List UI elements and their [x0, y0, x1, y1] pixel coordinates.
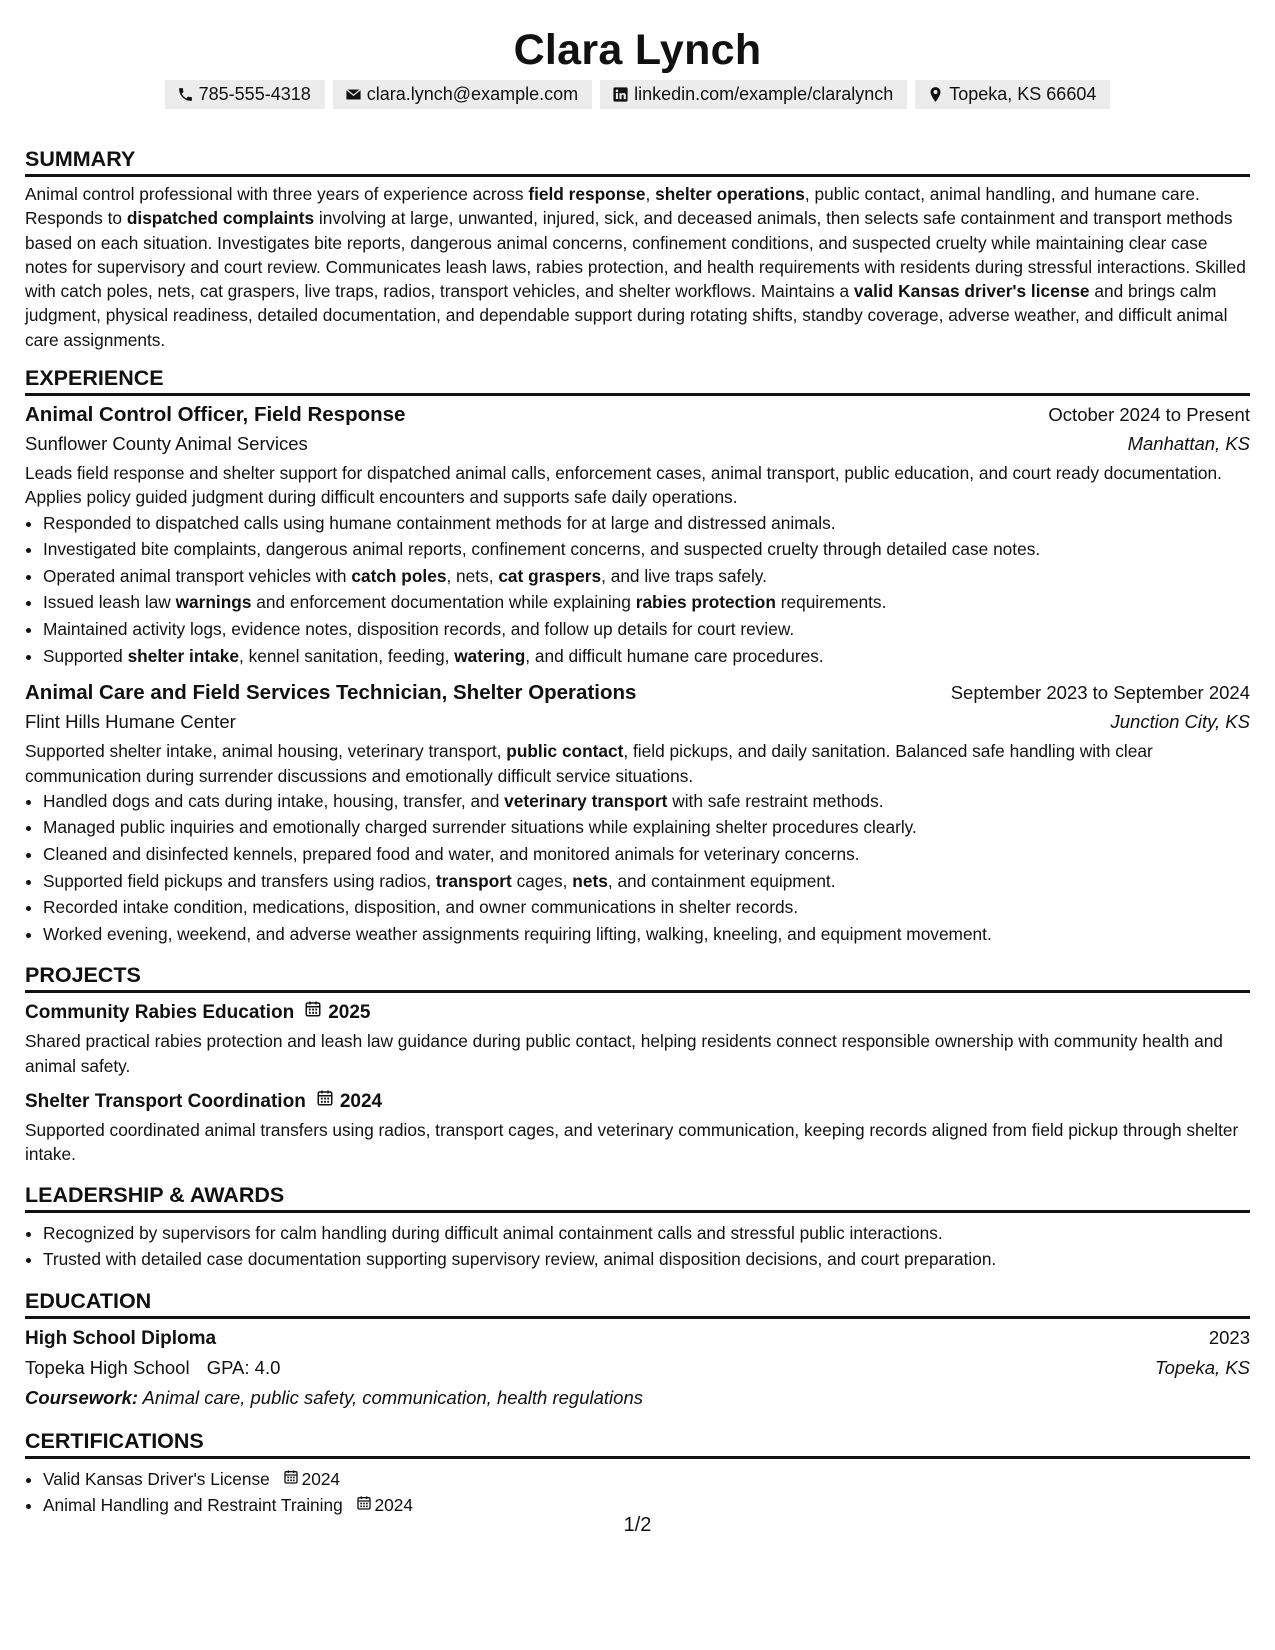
school-name: Topeka High School [25, 1356, 190, 1378]
job-bullet: • Issued leash law warnings and enforcement documentation while explaining rabies protection requirements. [43, 589, 1250, 616]
emphasized-text: nets [572, 870, 608, 891]
school-location: Topeka, KS [1155, 1356, 1250, 1378]
emphasized-text: warnings [175, 592, 252, 613]
emphasized-text: catch poles [351, 565, 447, 586]
job-location: Manhattan, KS [1127, 433, 1250, 455]
project-year: 2024 [339, 1090, 383, 1112]
emphasized-text: shelter intake [127, 645, 239, 666]
resume-page [25, 0, 1250, 1519]
emphasized-text: cat graspers [498, 565, 602, 586]
contact-email[interactable] [333, 80, 592, 109]
job-bullet: • Maintained activity logs, evidence notes, disposition records, and follow up details for court review. [43, 616, 1250, 643]
job-bullet: • Supported field pickups and transfers using radios, transport cages, nets, and containment equipment. [43, 868, 1250, 895]
envelope-icon [345, 86, 362, 103]
job-summary: Supported shelter intake, animal housing, veterinary transport, public contact, field pickups, and daily sanitation. Balanced safe handling with clear communication during surrender discussions and emotionally difficult service situations. [25, 741, 1153, 786]
degree-name: High School Diploma [25, 1327, 217, 1349]
emphasized-text: field response [528, 184, 646, 204]
emphasized-text: valid Kansas driver's license [853, 281, 1090, 302]
linkedin-icon [612, 86, 629, 103]
project-year: 2025 [328, 1002, 371, 1024]
page-number: 1/2 [623, 1514, 652, 1536]
emphasized-text: dispatched complaints [126, 208, 315, 229]
certifications-section [25, 1429, 1250, 1519]
section-title-experience: EXPERIENCE [25, 366, 1250, 396]
leadership-bullets [25, 1220, 1250, 1273]
linkedin-text: linkedin.com/example/claralynch [634, 84, 894, 104]
projects-section [25, 963, 1250, 1166]
job-bullet: • Worked evening, weekend, and adverse weather assignments requiring lifting, walking, kneeling, and equipment movement. [43, 921, 1250, 948]
calendar-icon [304, 999, 322, 1027]
project-name: Shelter Transport Coordination [25, 1090, 306, 1112]
project-entry [25, 999, 1250, 1078]
leadership-item: • Trusted with detailed case documentation supporting supervisory review, animal disposition decisions, and court preparation. [43, 1246, 1250, 1273]
candidate-name: Clara Lynch [513, 26, 762, 74]
summary-section [25, 147, 1250, 352]
project-entry [25, 1088, 1250, 1167]
summary-text: Animal control professional with three years of experience across field response, shelter operations, public contact, animal handling, and humane care. Responds to dispatched complaints involving at large, unwanted, injured, sick, and deceased animals, then selects safe containment and transport methods based on each situation. Investigates bite reports, dangerous animal concerns, confinement conditions, and suspected cruelty while maintaining clear case notes for supervisory and court review. Communicates leash laws, rabies protection, and health requirements with residents during stressful interactions. Skilled with catch poles, nets, cat graspers, live traps, radios, transport vehicles, and shelter workflows. Maintains a valid Kansas driver's license and brings calm judgment, physical readiness, detailed documentation, and dependable support during rotating shifts, standby coverage, adverse weather, and difficult animal care assignments. [25, 184, 1246, 350]
emphasized-text: veterinary transport [504, 790, 668, 811]
emphasized-text: rabies protection [635, 592, 776, 613]
emphasized-text: shelter operations [655, 184, 805, 204]
calendar-icon [316, 1088, 334, 1116]
calendar-icon [283, 1466, 299, 1493]
section-title-projects: PROJECTS [25, 963, 1250, 993]
project-name: Community Rabies Education [25, 1002, 295, 1024]
education-section [25, 1289, 1250, 1413]
contact-bar [25, 80, 1250, 109]
certification-name: Animal Handling and Restraint Training [43, 1495, 343, 1516]
location-text: Topeka, KS 66604 [949, 84, 1097, 104]
emphasized-text: public contact [506, 741, 624, 762]
phone-icon [177, 86, 194, 103]
job-bullet: • Recorded intake condition, medications, disposition, and owner communications in shelter records. [43, 894, 1250, 921]
section-title-summary: SUMMARY [25, 147, 1250, 177]
leadership-section [25, 1183, 1250, 1273]
job-bullet: • Operated animal transport vehicles with catch poles, nets, cat graspers, and live traps safely. [43, 563, 1250, 590]
contact-location [915, 80, 1110, 109]
job-bullets [25, 510, 1250, 670]
job-organization: Sunflower County Animal Services [25, 433, 308, 455]
job-dates: September 2023 to September 2024 [950, 682, 1250, 704]
certification-year: 2024 [374, 1495, 413, 1516]
project-description: Shared practical rabies protection and leash law guidance during public contact, helping residents connect responsible ownership with community health and animal safety. [25, 1031, 1223, 1076]
job-bullet: • Investigated bite complaints, dangerous animal reports, confinement concerns, and suspected cruelty through detailed case notes. [43, 536, 1250, 563]
project-description: Supported coordinated animal transfers using radios, transport cages, and veterinary communication, keeping records aligned from field pickup through shelter intake. [25, 1119, 1239, 1165]
map-pin-icon [927, 86, 944, 103]
job-dates: October 2024 to Present [1048, 404, 1250, 426]
job-organization: Flint Hills Humane Center [25, 711, 236, 733]
job-title: Animal Control Officer, Field Response [25, 403, 406, 427]
certification-year: 2024 [301, 1468, 341, 1489]
leadership-item: • Recognized by supervisors for calm handling during difficult animal containment calls and stressful public interactions. [43, 1220, 1250, 1247]
certification-name: Valid Kansas Driver's License [43, 1468, 270, 1489]
certification-list [25, 1466, 1250, 1519]
coursework-text: Animal care, public safety, communication, health regulations [142, 1386, 643, 1408]
contact-phone[interactable] [165, 80, 325, 109]
job-bullets [25, 788, 1250, 948]
job-title: Animal Care and Field Services Technician, Shelter Operations [25, 681, 637, 705]
experience-section [25, 366, 1250, 947]
job-bullet: • Handled dogs and cats during intake, housing, transfer, and veterinary transport with safe restraint methods. [43, 788, 1250, 815]
coursework-label: Coursework: [25, 1386, 139, 1408]
section-title-certifications: CERTIFICATIONS [25, 1429, 1250, 1459]
job-entry [25, 679, 1250, 947]
job-bullet: • Supported shelter intake, kennel sanitation, feeding, watering, and difficult humane care procedures. [43, 643, 1250, 670]
graduation-year: 2023 [1208, 1326, 1250, 1348]
job-location: Junction City, KS [1110, 711, 1250, 733]
section-title-education: EDUCATION [25, 1289, 1250, 1319]
job-bullet: • Responded to dispatched calls using humane containment methods for at large and distressed animals. [43, 510, 1250, 537]
gpa: GPA: 4.0 [206, 1356, 281, 1378]
coursework [25, 1383, 1250, 1413]
job-bullet: • Cleaned and disinfected kennels, prepared food and water, and monitored animals for veterinary concerns. [43, 841, 1250, 868]
contact-linkedin[interactable] [600, 80, 907, 109]
email-text: clara.lynch@example.com [366, 84, 579, 104]
job-summary: Leads field response and shelter support for dispatched animal calls, enforcement cases, animal transport, public education, and court ready documentation. Applies policy guided judgment during difficult encounters and supports safe daily operations. [25, 463, 1222, 508]
job-bullet: • Managed public inquiries and emotionally charged surrender situations while explaining shelter procedures clearly. [43, 814, 1250, 841]
emphasized-text: watering [454, 645, 526, 666]
certification-item [43, 1466, 1250, 1493]
section-title-leadership: LEADERSHIP & AWARDS [25, 1183, 1250, 1213]
phone-text: 785-555-4318 [198, 84, 311, 104]
job-entry [25, 401, 1250, 669]
emphasized-text: transport [435, 870, 512, 891]
